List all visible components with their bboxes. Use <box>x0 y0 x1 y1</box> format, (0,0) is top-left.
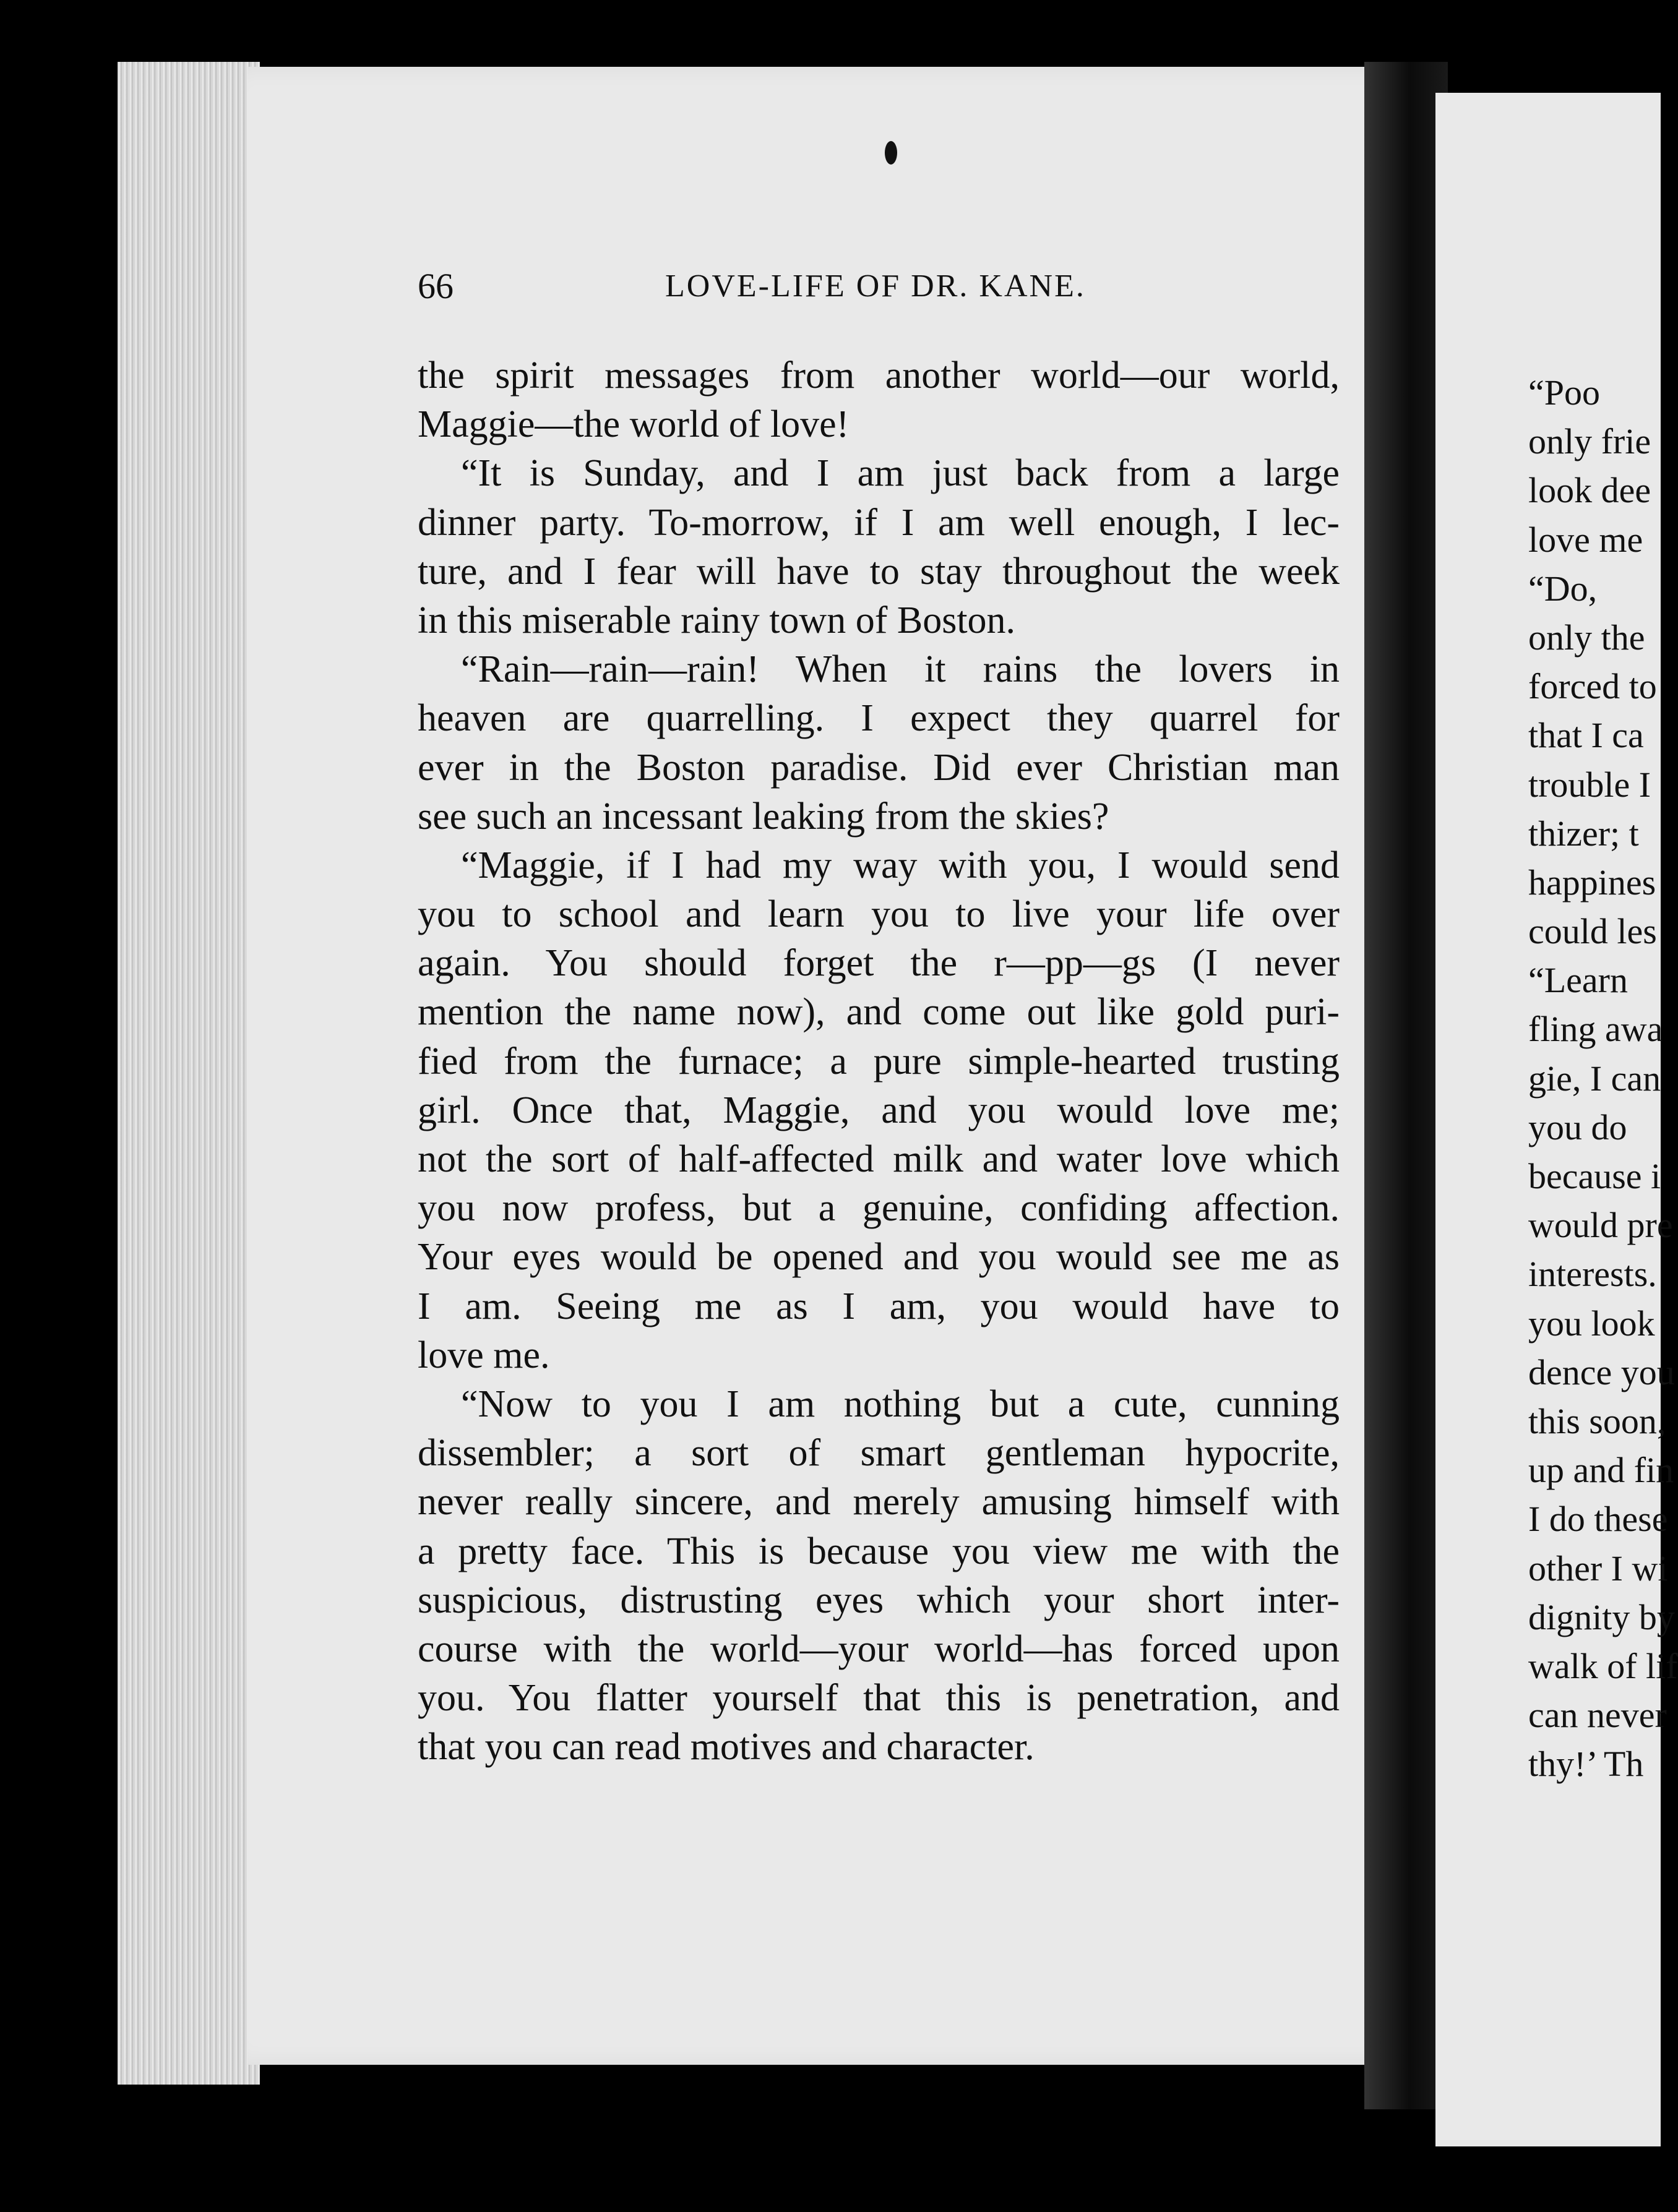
text-line: course with the world—your world—has forced upon <box>418 1627 1340 1670</box>
text-line: this soon, <box>1528 1400 1666 1441</box>
text-line: you do <box>1528 1107 1627 1147</box>
text-line: you to school and learn you to live your life over <box>418 893 1340 936</box>
text-line: only frie <box>1528 421 1651 462</box>
text-line: dinner party. To-morrow, if I am well enough, I lec- <box>418 501 1340 544</box>
text-line: “Poo <box>1528 372 1600 413</box>
text-line: love me. <box>418 1334 550 1376</box>
left-page-text <box>418 351 1340 1772</box>
text-line: you look <box>1528 1303 1655 1344</box>
text-line: would pre <box>1528 1205 1673 1246</box>
text-line: “Maggie, if I had my way with you, I would send <box>461 844 1340 886</box>
text-line: that you can read motives and character. <box>418 1726 1035 1768</box>
right-page-text <box>1528 368 1678 1788</box>
text-line: up and fin <box>1528 1450 1674 1491</box>
text-line: “Learn <box>1528 960 1628 1001</box>
text-line: ever in the Boston paradise. Did ever Christian man <box>418 746 1340 789</box>
text-line: I do these <box>1528 1499 1668 1540</box>
text-line: mention the name now), and come out like gold puri- <box>418 991 1340 1034</box>
text-line: love me <box>1528 519 1643 560</box>
text-line: I am. Seeing me as I am, you would have to <box>418 1285 1340 1327</box>
page-edges <box>118 62 260 2085</box>
running-title: LOVE-LIFE OF DR. KANE. <box>665 268 1086 304</box>
text-line: thy!’ Th <box>1528 1744 1644 1785</box>
text-line: not the sort of half-affected milk and water love which <box>418 1138 1340 1180</box>
text-line: because i <box>1528 1156 1661 1196</box>
text-line: Your eyes would be opened and you would see me as <box>418 1236 1340 1279</box>
text-line: trouble I <box>1528 764 1651 805</box>
text-line: gie, I can <box>1528 1058 1661 1099</box>
text-line: see such an incessant leaking from the skies? <box>418 795 1109 838</box>
text-line: Maggie—the world of love! <box>418 403 850 446</box>
text-line: suspicious, distrusting eyes which your short inter- <box>418 1579 1340 1621</box>
text-line: thizer; t <box>1528 813 1639 854</box>
ink-mark <box>885 141 897 165</box>
text-line: ture, and I fear will have to stay throughout the week <box>418 550 1340 593</box>
text-line: dissembler; a sort of smart gentleman hypocrite, <box>418 1432 1340 1475</box>
text-line: you now profess, but a genuine, confiding affection. <box>418 1187 1340 1230</box>
text-line: can never <box>1528 1695 1667 1736</box>
page-number: 66 <box>418 266 454 306</box>
text-line: girl. Once that, Maggie, and you would love me; <box>418 1089 1340 1131</box>
text-line: “Rain—rain—rain! When it rains the lovers in <box>461 648 1340 691</box>
text-line: you. You flatter yourself that this is penetration, and <box>418 1677 1340 1720</box>
text-line: in this miserable rainy town of Boston. <box>418 599 1016 641</box>
text-line: never really sincere, and merely amusing himself with <box>418 1481 1340 1524</box>
text-line: look dee <box>1528 470 1651 511</box>
text-line: forced to <box>1528 666 1657 707</box>
text-line: fied from the furnace; a pure simple-hearted trusting <box>418 1040 1340 1082</box>
text-line: happines <box>1528 862 1656 902</box>
text-line: fling awa <box>1528 1009 1663 1050</box>
text-line: heaven are quarrelling. I expect they quarrel for <box>418 697 1340 740</box>
text-line: other I wi <box>1528 1548 1668 1588</box>
text-line: that I ca <box>1528 715 1644 756</box>
text-line: again. You should forget the r—pp—gs (I never <box>418 942 1340 985</box>
text-line: dence you <box>1528 1352 1675 1392</box>
text-line: walk of lif <box>1528 1645 1678 1686</box>
page-header <box>418 259 1340 314</box>
text-line: a pretty face. This is because you view me with the <box>418 1530 1340 1572</box>
text-line: the spirit messages from another world—our world, <box>418 354 1340 397</box>
text-line: could les <box>1528 911 1657 952</box>
text-line: “Do, <box>1528 568 1598 609</box>
text-line: only the <box>1528 617 1645 658</box>
text-line: “Now to you I am nothing but a cute, cunning <box>461 1382 1340 1425</box>
text-line: interests. <box>1528 1254 1657 1295</box>
text-line: dignity by <box>1528 1597 1675 1637</box>
text-line: “It is Sunday, and I am just back from a large <box>461 452 1340 495</box>
